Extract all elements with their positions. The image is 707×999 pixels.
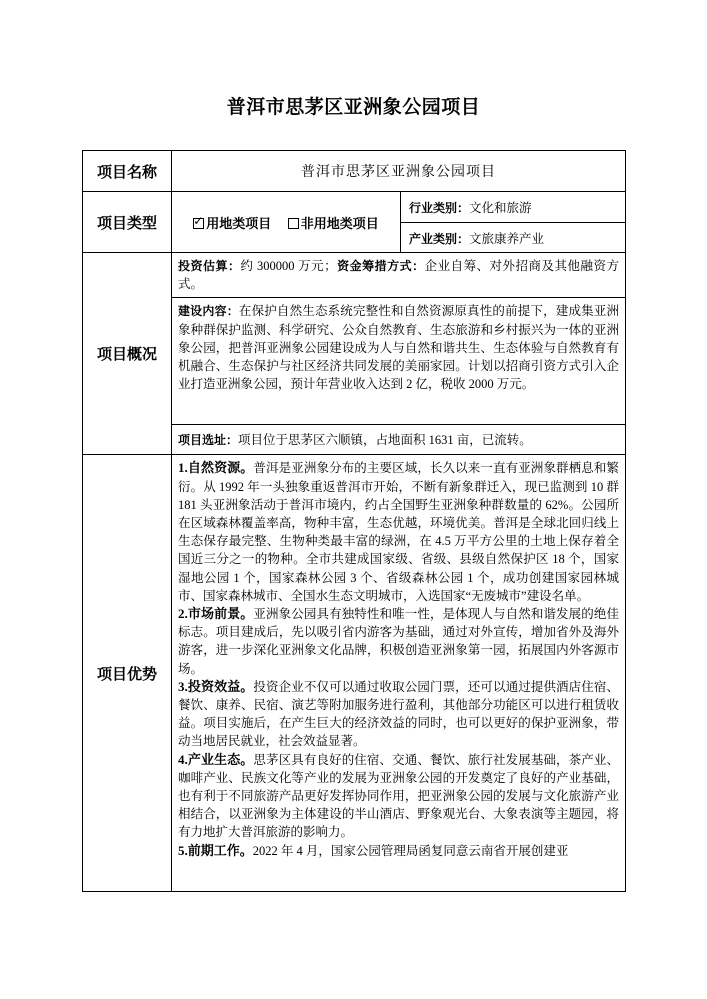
advantage-label: 项目优势 (83, 455, 172, 892)
site-value: 项目位于思茅区六顺镇，占地面积 1631 亩，已流转。 (238, 432, 532, 447)
sector-category (401, 223, 626, 253)
site-cell (172, 425, 626, 455)
advantage-investment-benefit (178, 678, 619, 751)
investment-value: 约 300000 万元； (240, 259, 337, 273)
advantage-preliminary-work (178, 842, 619, 860)
option-non-land-use[interactable] (288, 213, 379, 232)
sector-category-label: 产业类别： (409, 231, 470, 246)
project-name-label: 项目名称 (83, 151, 172, 192)
overview-label: 项目概况 (83, 253, 172, 455)
investment-cell (172, 253, 626, 298)
row-investment (83, 253, 626, 298)
option-non-land-use-label: 非用地类项目 (300, 216, 379, 232)
project-type-options (172, 192, 401, 253)
project-name-value: 普洱市思茅区亚洲象公园项目 (172, 151, 626, 192)
site-label: 项目选址： (178, 432, 239, 447)
advantage-heading: 3.投资效益。 (178, 678, 254, 694)
advantage-industry-ecology (178, 751, 619, 842)
option-land-use-label: 用地类项目 (206, 216, 272, 232)
option-land-use[interactable] (193, 213, 271, 232)
industry-category-value: 文化和旅游 (469, 201, 532, 215)
checked-box-icon[interactable]: ✓ (193, 213, 204, 228)
project-type-label: 项目类型 (83, 192, 172, 253)
unchecked-box-icon[interactable] (288, 218, 299, 229)
advantage-text: 投资企业不仅可以通过收取公园门票，还可以通过提供酒店住宿、餐饮、康养、民宿、演艺等附加服务进行盈利，其他部分功能区可以进行租赁收益。项目实施后，在产生巨大的经济效益的同时，也可以更好的保护亚洲象，带动当地居民就业，社会效益显著。 (178, 679, 619, 749)
advantages-cell (172, 455, 626, 892)
advantage-text: 思茅区具有良好的住宿、交通、餐饮、旅行社发展基础，茶产业、咖啡产业、民族文化等产业的发展为亚洲象公园的开发奠定了良好的产业基础，也有利于不同旅游产品更好发挥协同作用，把亚洲象公园的发展与文化旅游产业相结合，以亚洲象为主体建设的半山酒店、野象观光台、大象表演等主题园，将有力地扩大普洱旅游的影响力。 (178, 752, 619, 840)
row-advantages (83, 455, 626, 892)
project-table (82, 150, 626, 892)
document-title: 普洱市思茅区亚洲象公园项目 (226, 96, 481, 118)
advantage-heading: 4.产业生态。 (178, 751, 254, 767)
advantage-heading: 5.前期工作。 (178, 842, 253, 858)
funding-value: 企业自筹、对外招商及其他融资方式。 (178, 259, 619, 292)
industry-category-label: 行业类别： (409, 201, 470, 215)
construction-label: 建设内容： (178, 304, 239, 319)
investment-label: 投资估算： (178, 259, 241, 273)
advantage-natural-resources (178, 459, 619, 605)
industry-category (401, 192, 626, 223)
advantage-market-outlook (178, 605, 619, 678)
row-project-type (83, 192, 626, 223)
advantage-text: 亚洲象公园具有独特性和唯一性，是体现人与自然和谐发展的绝佳标志。项目建成后，先以吸引省内游客为基础，通过对外宣传，增加省外及海外游客，进一步深化亚洲象文化品牌，积极创造亚洲象第一园，拓展国内外客源市场。 (178, 607, 619, 676)
advantage-text: 普洱是亚洲象分布的主要区域，长久以来一直有亚洲象群栖息和繁衍。从 1992 年一头独象重返普洱市开始，不断有新象群迁入，现已监测到 10 群 181 头亚洲象活动于普洱市境内，约占全国野生亚洲象种群数量的 62%。公园所在区域森林覆盖率高，物种丰富，生态优越，环境优美。普洱是全球北回归线上生态保存最完整、生物种类最丰富的绿洲，在 4.5 万平方公里的土地上保存着全国近三分之一的物种。全市共建成国家级、省级、县级自然保护区 18 个，国家湿地公园 1 个，国家森林公园 3 个、省级森林公园 1 个，成功创建国家园林城市、国家森林城市、全国水生态文明城市，入选国家“无废城市”建设名单。 (178, 461, 619, 603)
advantage-text: 2022 年 4 月，国家公园管理局函复同意云南省开展创建亚 (252, 843, 569, 858)
advantage-heading: 1.自然资源。 (178, 460, 254, 476)
construction-value: 在保护自然生态系统完整性和自然资源原真性的前提下，建成集亚洲象种群保护监测、科学研究、公众自然教育、生态旅游和乡村振兴为一体的亚洲象公园，把普洱亚洲象公园建设成为人与自然和谐共生、生态体验与自然教育有机融合、生态保护与社区经济共同发展的美丽家园。计划以招商引资方式引入企业打造亚洲象公园，预计年营业收入达到 2 亿，税收 2000 万元。 (178, 304, 619, 392)
advantage-heading: 2.市场前景。 (178, 606, 254, 622)
sector-category-value: 文旅康养产业 (469, 231, 545, 246)
funding-label: 资金筹措方式： (336, 259, 425, 273)
row-project-name (83, 151, 626, 192)
construction-cell (172, 298, 626, 425)
